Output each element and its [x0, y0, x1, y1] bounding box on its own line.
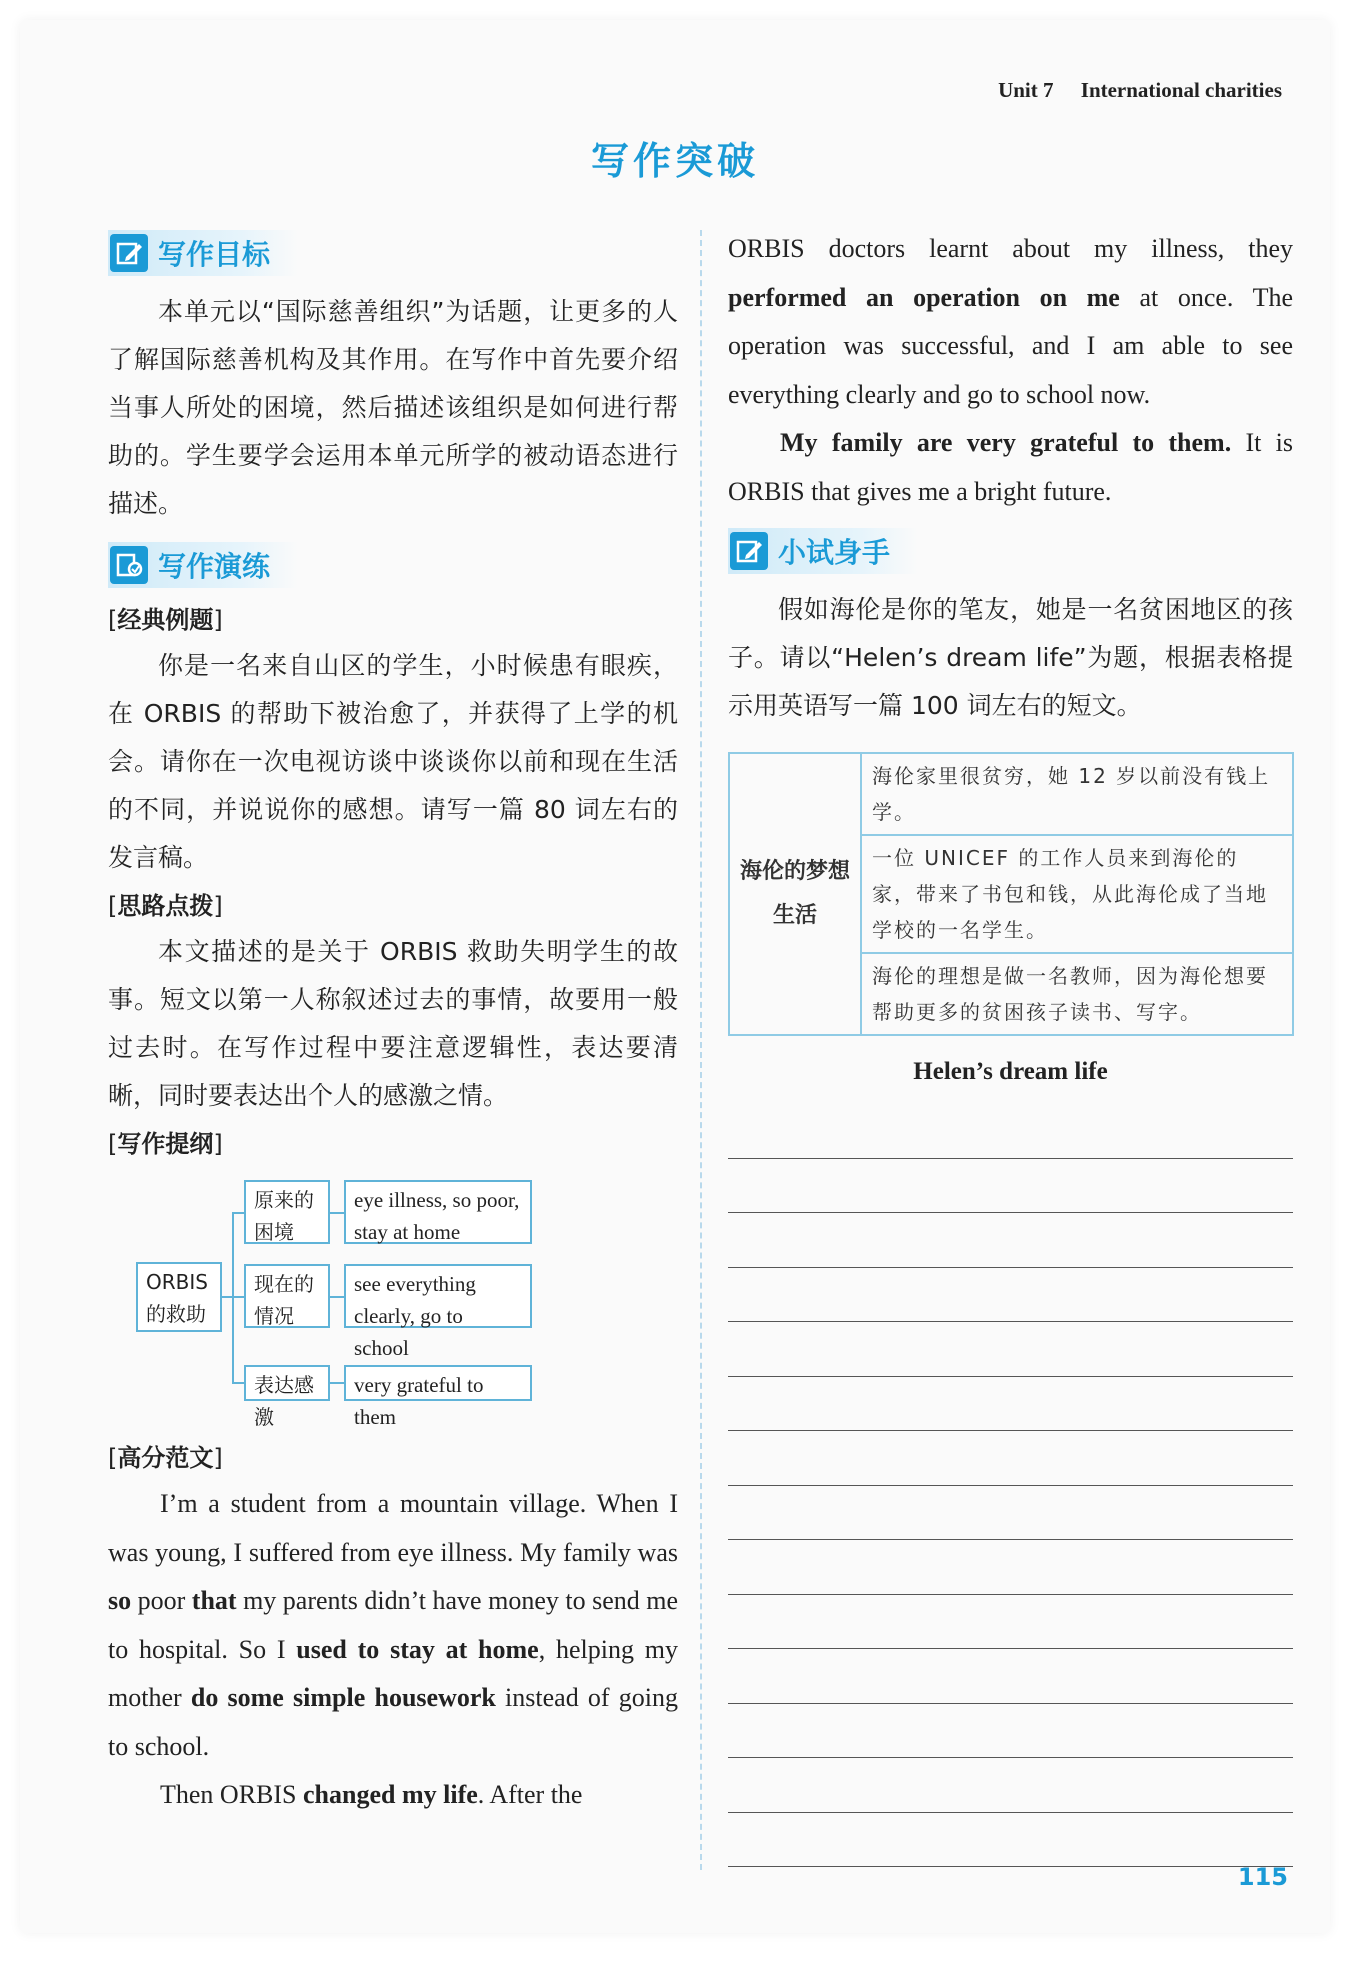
writing-line[interactable] [728, 1704, 1293, 1759]
hint-table-label: 海伦的梦想生活 [729, 753, 861, 1035]
writing-line[interactable] [728, 1431, 1293, 1486]
outline-value: very grateful to them [344, 1365, 532, 1401]
model-essay-paragraph: Then ORBIS changed my life. After the [160, 1780, 583, 1809]
writing-line[interactable] [728, 1758, 1293, 1813]
section-heading-text: 小试身手 [778, 536, 891, 569]
outline-value: see everything clearly, go to school [344, 1264, 532, 1328]
hint-table [728, 752, 1294, 1036]
essay-title: Helen’s dream life [913, 1058, 1108, 1085]
page-title: 写作突破 [590, 139, 759, 183]
writing-lines [728, 1104, 1293, 1867]
section-heading-goal [108, 230, 298, 276]
outline-diagram [108, 1172, 678, 1432]
writing-line[interactable] [728, 1104, 1293, 1159]
writing-line[interactable] [728, 1813, 1293, 1868]
outline-key: 表达感激 [244, 1365, 330, 1401]
writing-line[interactable] [728, 1322, 1293, 1377]
thinking-label: [思路点拨] [108, 892, 223, 920]
unit-label: Unit 7 [998, 78, 1054, 102]
right-column [728, 225, 1293, 1867]
unit-topic: International charities [1080, 78, 1282, 102]
outline-root: ORBIS 的救助 [136, 1262, 222, 1332]
writing-line[interactable] [728, 1649, 1293, 1704]
writing-line[interactable] [728, 1159, 1293, 1214]
example-text: 你是一名来自山区的学生，小时候患有眼疾，在 ORBIS 的帮助下被治愈了，并获得了上学的机会。请你在一次电视访谈中谈谈你以前和现在生活的不同，并说说你的感想。请写一篇 80 词左右的发言稿。 [108, 651, 678, 872]
model-essay-paragraph: My family are very grateful to them. It is ORBIS that gives me a bright future. [728, 428, 1293, 506]
page-number: 115 [1237, 1863, 1288, 1891]
edit-icon [730, 532, 768, 570]
model-essay-continued: ORBIS doctors learnt about my illness, they performed an operation on me at once. The operation was successful, and I am able to see everything clearly and go to school now. [728, 234, 1293, 409]
page-header [998, 78, 1282, 103]
section-heading-practice [108, 542, 298, 588]
example-label: [经典例题] [108, 606, 223, 634]
writing-line[interactable] [728, 1377, 1293, 1432]
writing-line[interactable] [728, 1268, 1293, 1323]
outline-key: 现在的情况 [244, 1264, 330, 1328]
hint-table-cell: 海伦的理想是做一名教师，因为海伦想要帮助更多的贫困孩子读书、写字。 [861, 953, 1293, 1035]
pencil-icon [110, 234, 148, 272]
goal-text: 本单元以“国际慈善组织”为话题，让更多的人了解国际慈善机构及其作用。在写作中首先要介绍当事人所处的困境，然后描述该组织是如何进行帮助的。学生要学会运用本单元所学的被动语态进行描述。 [108, 297, 678, 518]
hint-table-cell: 海伦家里很贫穷，她 12 岁以前没有钱上学。 [861, 753, 1293, 835]
column-divider [700, 230, 702, 1870]
section-heading-text: 写作演练 [158, 550, 271, 583]
writing-line[interactable] [728, 1595, 1293, 1650]
textbook-page [20, 20, 1330, 1933]
practice-icon [110, 546, 148, 584]
model-label: [高分范文] [108, 1444, 223, 1472]
model-essay-paragraph: I’m a student from a mountain village. When I was young, I suffered from eye illness. My family was so poor that my parents didn’t have money to send me to hospital. So I used to stay at home, helping my mother do some simple housework instead of going to school. [108, 1489, 679, 1761]
hint-table-cell: 一位 UNICEF 的工作人员来到海伦的家，带来了书包和钱，从此海伦成了当地学校的一名学生。 [861, 835, 1293, 953]
section-heading-trial [728, 528, 918, 574]
left-column [108, 230, 678, 1819]
outline-value: eye illness, so poor, stay at home [344, 1180, 532, 1244]
thinking-text: 本文描述的是关于 ORBIS 救助失明学生的故事。短文以第一人称叙述过去的事情，故要用一般过去时。在写作过程中要注意逻辑性，表达要清晰，同时要表达出个人的感激之情。 [108, 937, 678, 1110]
writing-line[interactable] [728, 1486, 1293, 1541]
trial-text: 假如海伦是你的笔友，她是一名贫困地区的孩子。请以“Helen’s dream life”为题，根据表格提示用英语写一篇 100 词左右的短文。 [728, 595, 1293, 720]
outline-label: [写作提纲] [108, 1130, 223, 1158]
section-heading-text: 写作目标 [158, 238, 271, 271]
writing-line[interactable] [728, 1213, 1293, 1268]
outline-key: 原来的困境 [244, 1180, 330, 1244]
writing-line[interactable] [728, 1540, 1293, 1595]
